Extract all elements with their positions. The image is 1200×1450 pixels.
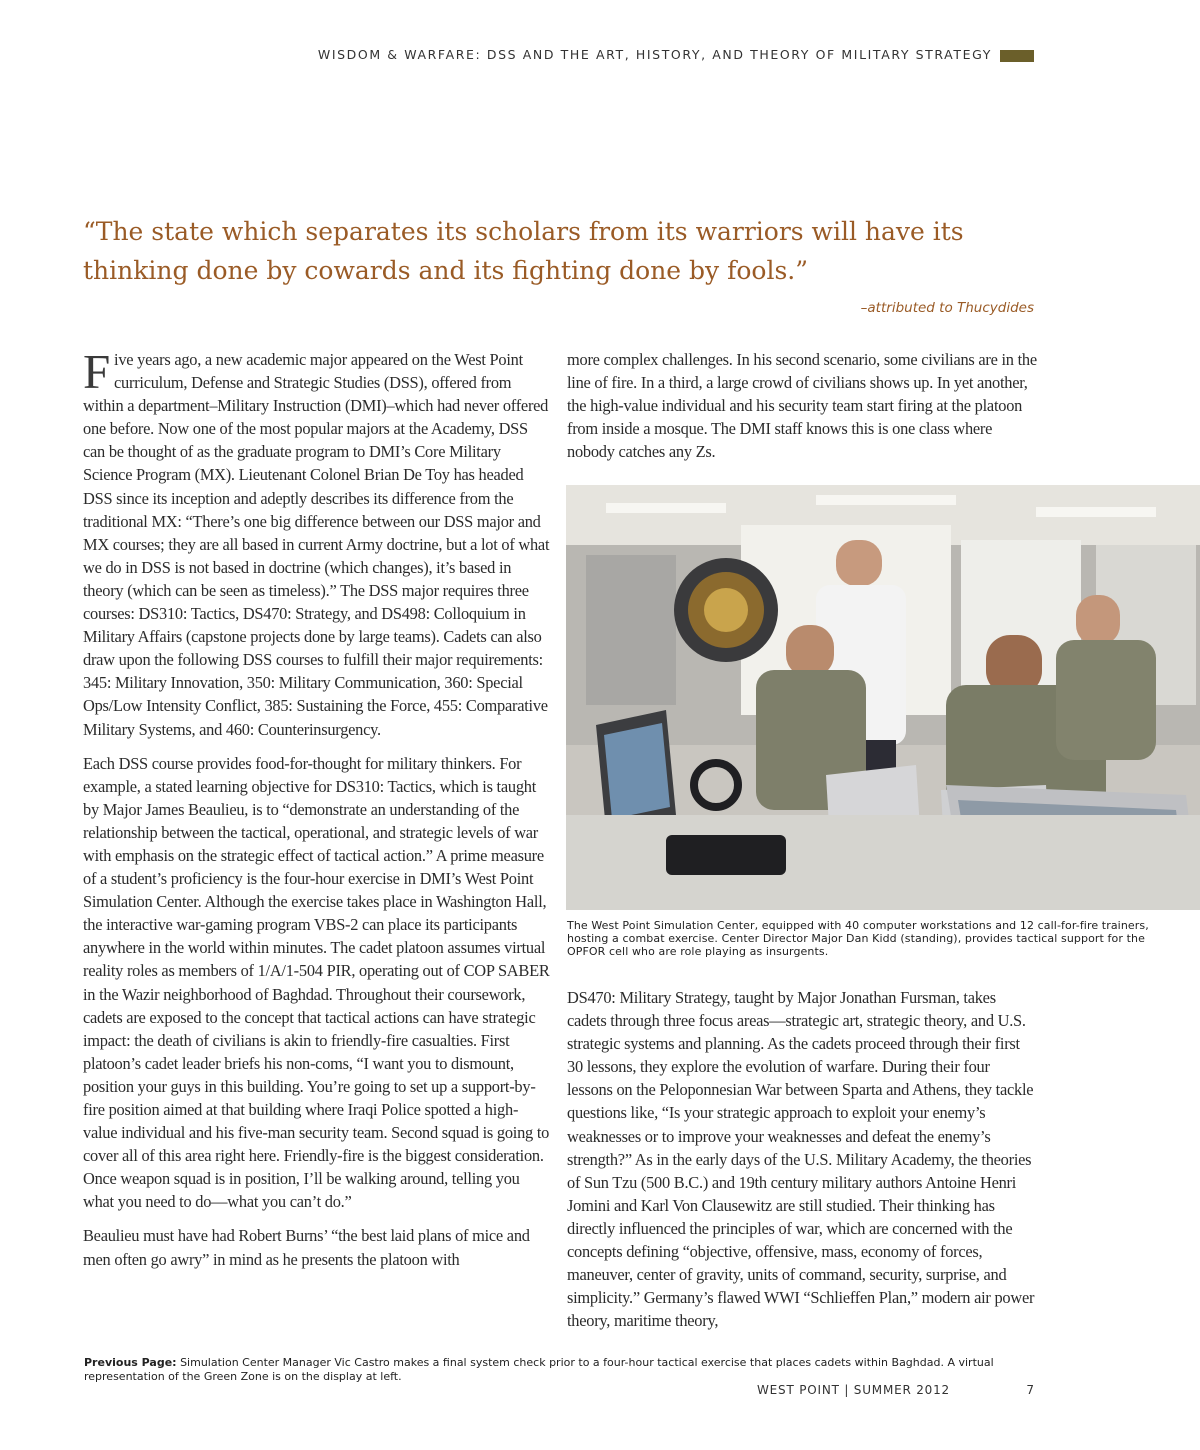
previous-page-caption bbox=[84, 1356, 1044, 1384]
article-paragraph-text: ive years ago, a new academic major appeared on the West Point curriculum, Defense and Strategic Studies (DSS), offered from within a department–Military Instruction (DMI)–which had never offered one before. Now one of the most popular majors at the Academy, DSS can be thought of as the graduate program to DMI’s Core Military Science Program (MX). Lieutenant Colonel Brian De Toy has headed DSS since its inception and adeptly describes its difference from the traditional MX: “There’s one big difference between our DSS major and MX courses; they are all based in current Army doctrine, but a lot of what we do in DSS is not based in doctrine (which changes), it’s based in theory (which can be seen as timeless).” The DSS major requires three courses: DS310: Tactics, DS470: Strategy, and DS498: Colloquium in Military Affairs (capstone projects done by large teams). Cadets can also draw upon the following DSS courses to fulfill their major requirements: 345: Military Innovation, 350: Military Communication, 360: Special Ops/Low Intensity Conflict, 385: Sustaining the Force, 455: Comparative Military Systems, and 460: Counterinsurgency. bbox=[83, 350, 550, 739]
article-paragraph: DS470: Military Strategy, taught by Major Jonathan Fursman, takes cadets through three focus areas—strategic art, strategic theory, and U.S. strategic systems and planning. As the cadets proceed through their first 30 lessons, they explore the evolution of warfare. During their four lessons on the Peloponnesian War between Sparta and Athens, they tackle questions like, “Is your strategic approach to exploit your enemy’s weaknesses or to improve your weaknesses and defeat the enemy’s strength?” As in the early days of the U.S. Military Academy, the theories of Sun Tzu (500 B.C.) and 19th century military authors Antoine Henri Jomini and Karl Von Clausewitz are still studied. Their thinking has directly influenced the principles of war, which are concerned with the concepts defining “objective, offensive, mass, economy of forces, maneuver, center of gravity, units of command, security, surprise, and simplicity.” Germany’s flawed WWI “Schlieffen Plan,” modern air power theory, maritime theory, bbox=[567, 988, 1035, 1331]
article-paragraph: Each DSS course provides food-for-thought for military thinkers. For example, a stated learning objective for DS310: Tactics, which is taught by Major James Beaulieu, is to “demonstrate an understanding of the relationship between the tactical, operational, and strategic levels of war with emphasis on the strategic effect of tactical action.” A prime measure of a student’s proficiency is the four-hour exercise in DMI’s West Point Simulation Center. Although the exercise takes place in Washington Hall, the interactive war-gaming program VBS-2 can place its participants anywhere in the world within minutes. The cadet platoon assumes virtual reality roles as members of 1/A/1-504 PIR, operating out of COP SABER in the Wazir neighborhood of Baghdad. Throughout their coursework, cadets are exposed to the concept that tactical actions can have strategic impact: the death of civilians is akin to friendly-fire casualties. First platoon’s cadet leader briefs his non-coms, “I want you to dismount, position your guys in this building. You’re going to set up a support-by-fire position aimed at that building where Iraqi Police spotted a high-value individual and his five-man security team. Second squad is going to cover all of this area right here. Friendly-fire is the biggest consideration. Once weapon squad is in position, I’ll be walking around, telling you what you need to do—what you can’t do.” bbox=[83, 753, 550, 1212]
page-number: 7 bbox=[1026, 1383, 1034, 1397]
article-right-column-bottom bbox=[567, 986, 1037, 1343]
footer-publication: WEST POINT | SUMMER 2012 bbox=[757, 1383, 950, 1397]
article-paragraph bbox=[83, 344, 551, 741]
article-right-column-top bbox=[567, 348, 1037, 474]
previous-page-caption-text: Simulation Center Manager Vic Castro makes a final system check prior to a four-hour tactical exercise that places cadets within Baghdad. A virtual representation of the Green Zone is on the display at left. bbox=[84, 1356, 994, 1383]
photo-caption: The West Point Simulation Center, equipped with 40 computer workstations and 12 call-for-fire trainers, hosting a combat exercise. Center Director Major Dan Kidd (standing), provides tactical support for the OPFOR cell who are role playing as insurgents. bbox=[567, 919, 1149, 958]
article-left-column bbox=[83, 344, 551, 1282]
drop-cap: F bbox=[83, 344, 111, 399]
simulation-center-photo bbox=[566, 485, 1200, 910]
article-paragraph: Beaulieu must have had Robert Burns’ “the best laid plans of mice and men often go awry” in mind as he presents the platoon with bbox=[83, 1226, 530, 1269]
section-header: WISDOM & WARFARE: DSS AND THE ART, HISTORY, AND THEORY OF MILITARY STRATEGY bbox=[317, 47, 992, 62]
quote-attribution: –attributed to Thucydides bbox=[860, 300, 1034, 316]
pull-quote: “The state which separates its scholars from its warriors will have its thinking done by cowards and its fighting done by fools.” bbox=[83, 217, 964, 285]
previous-page-label: Previous Page: bbox=[84, 1356, 177, 1369]
header-accent-bar bbox=[1000, 50, 1034, 62]
article-paragraph: more complex challenges. In his second scenario, some civilians are in the line of fire. In a third, a large crowd of civilians shows up. In yet another, the high-value individual and his security team start firing at the platoon from inside a mosque. The DMI staff knows this is one class where nobody catches any Zs. bbox=[567, 350, 1037, 462]
